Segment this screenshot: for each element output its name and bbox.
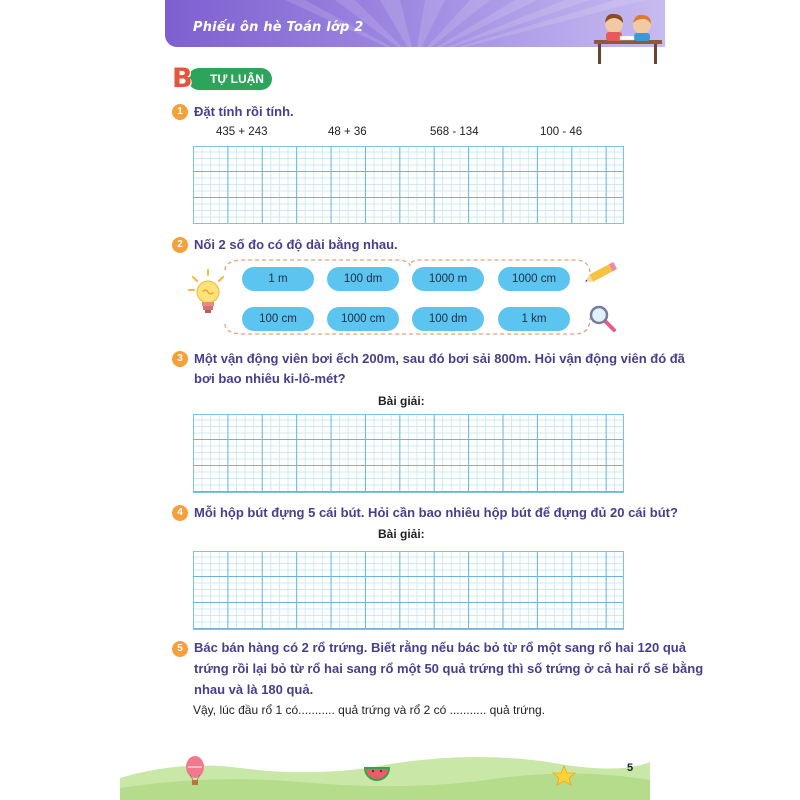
question-5-line-1: Bác bán hàng có 2 rổ trứng. Biết rằng nếu bác bỏ từ rổ một sang rổ hai 120 quả xyxy=(194,640,686,655)
measure-pill[interactable]: 1 m xyxy=(242,267,314,291)
measure-pill[interactable]: 1 km xyxy=(498,307,570,331)
expression-2: 48 + 36 xyxy=(328,126,367,138)
kids-studying-illustration xyxy=(592,10,664,66)
measure-pill[interactable]: 100 dm xyxy=(327,267,399,291)
question-4-text: Mỗi hộp bút đựng 5 cái bút. Hỏi cần bao nhiêu hộp bút để đựng đủ 20 cái bút? xyxy=(194,505,678,520)
answer-line: Vậy, lúc đầu rổ 1 có........... quả trứng và rổ 2 có ........... quả trứng. xyxy=(193,703,546,717)
question-number-badge: 1 xyxy=(172,104,188,120)
question-3-line-1: Một vận động viên bơi ếch 200m, sau đó bơi sải 800m. Hỏi vận động viên đó đã xyxy=(194,351,685,366)
page-number: 5 xyxy=(626,762,634,774)
solution-label: Bài giải: xyxy=(378,527,425,541)
question-number-badge: 4 xyxy=(172,505,188,521)
solution-label: Bài giải: xyxy=(378,394,425,408)
measure-pill[interactable]: 100 dm xyxy=(412,307,484,331)
question-5-line-3: nhau và là 180 quả. xyxy=(194,682,314,697)
measure-pill[interactable]: 100 cm xyxy=(242,307,314,331)
expression-1: 435 + 243 xyxy=(216,126,268,138)
page-header xyxy=(165,0,665,47)
expression-3: 568 - 134 xyxy=(430,126,479,138)
pencil-icon xyxy=(582,260,620,286)
section-heading xyxy=(172,64,272,94)
footer-landscape xyxy=(120,738,650,800)
answer-grid-4[interactable] xyxy=(193,551,624,630)
measure-pill[interactable]: 1000 m xyxy=(412,267,484,291)
magnifier-icon xyxy=(588,304,618,334)
question-number-badge: 2 xyxy=(172,237,188,253)
answer-grid-3[interactable] xyxy=(193,414,624,493)
expression-4: 100 - 46 xyxy=(540,126,583,138)
question-3-line-2: bơi bao nhiêu ki-lô-mét? xyxy=(194,371,346,386)
worksheet-title: Phiếu ôn hè Toán lớp 2 xyxy=(193,20,364,35)
question-1-text: Đặt tính rồi tính. xyxy=(194,104,294,119)
lightbulb-icon xyxy=(188,268,228,318)
question-number-badge: 3 xyxy=(172,351,188,367)
question-2-text: Nối 2 số đo có độ dài bằng nhau. xyxy=(194,237,398,252)
section-letter: B xyxy=(172,63,193,94)
question-number-badge: 5 xyxy=(172,641,188,657)
section-title: TỰ LUẬN xyxy=(188,68,272,90)
answer-grid-1[interactable] xyxy=(193,146,624,224)
measure-pill[interactable]: 1000 cm xyxy=(498,267,570,291)
measure-pill[interactable]: 1000 cm xyxy=(327,307,399,331)
question-5-line-2: trứng rồi lại bỏ từ rổ hai sang rổ một 50 quả trứng thì số trứng ở cả hai rổ sẽ bằng xyxy=(194,661,704,676)
matching-area xyxy=(185,258,625,336)
